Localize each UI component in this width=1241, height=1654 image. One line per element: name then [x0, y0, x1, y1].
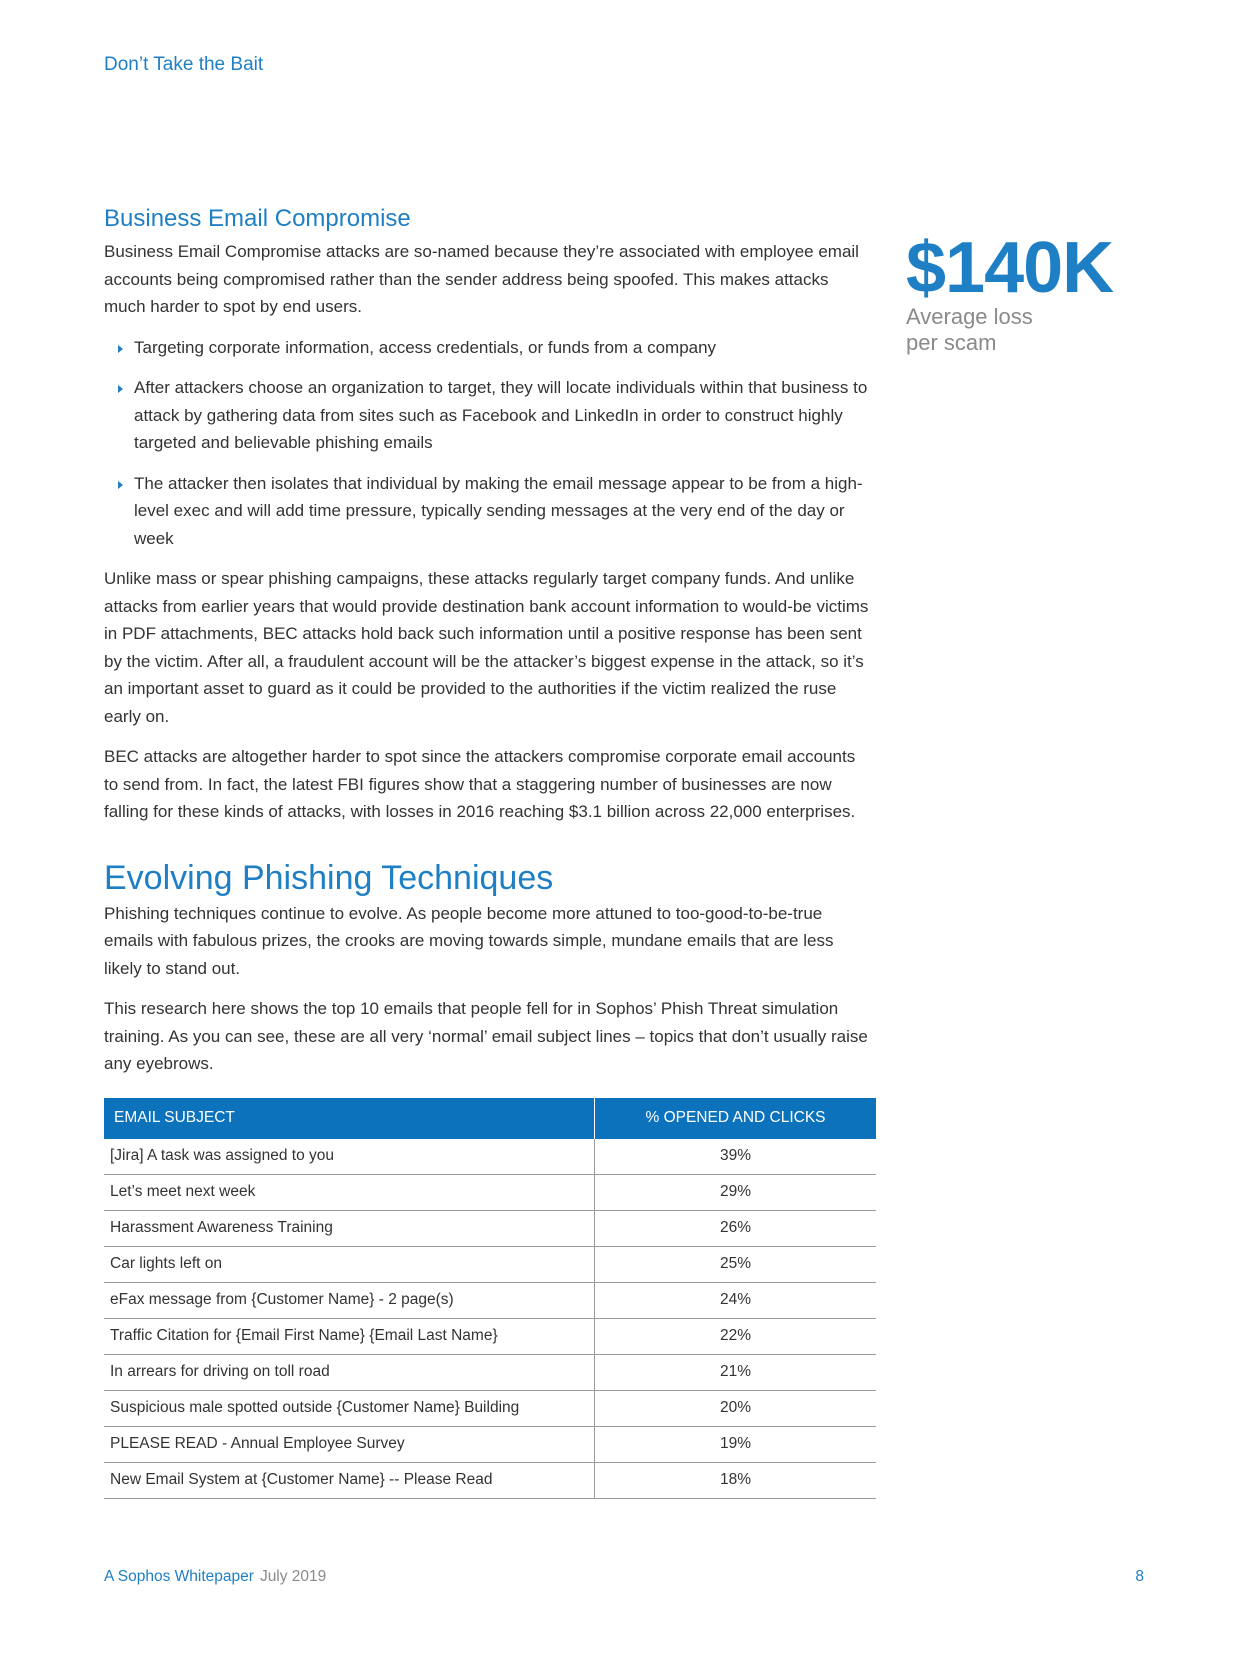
subject-cell: Harassment Awareness Training	[104, 1210, 595, 1246]
percent-cell: 18%	[595, 1462, 877, 1498]
bec-bullet-list	[104, 334, 874, 553]
table-header-row	[104, 1098, 876, 1139]
percent-cell: 26%	[595, 1210, 877, 1246]
subject-cell: In arrears for driving on toll road	[104, 1354, 595, 1390]
evolving-paragraph: This research here shows the top 10 emails that people fell for in Sophos’ Phish Threat simulation training. As you can see, these are all very ‘normal’ email subject lines – topics that don’t usually raise any eyebrows.	[104, 999, 868, 1073]
table-row	[104, 1426, 876, 1462]
table-row	[104, 1462, 876, 1498]
page-footer	[104, 1568, 1144, 1586]
table-row	[104, 1390, 876, 1426]
bullet-text: After attackers choose an organization to target, they will locate individuals within that business to attack by gathering data from sites such as Facebook and LinkedIn in order to construct highly targeted and believable phishing emails	[134, 378, 868, 452]
bec-intro: Business Email Compromise attacks are so-named because they’re associated with employee email accounts being compromised rather than the sender address being spoofed. This makes attacks much harder to spot by end users.	[104, 242, 859, 316]
header-title: Don’t Take the Bait	[104, 54, 264, 75]
bec-paragraph: Unlike mass or spear phishing campaigns, these attacks regularly target company funds. And unlike attacks from earlier years that would provide destination bank account information to would-be victims in PDF attachments, BEC attacks hold back such information until a positive response has been sent by the victim. After all, a fraudulent account will be the attacker’s biggest expense in the attack, so it’s an important asset to guard as it could be provided to the authorities if the victim realized the ruse early on.	[104, 569, 869, 726]
main-content	[104, 204, 874, 1499]
stat-callout	[906, 228, 1114, 356]
stat-value: $140K	[906, 228, 1114, 308]
bullet-arrow-icon	[118, 345, 123, 353]
stat-caption: Average loss per scam	[906, 304, 1033, 355]
table-row	[104, 1139, 876, 1175]
email-subjects-table	[104, 1098, 876, 1499]
subject-cell: New Email System at {Customer Name} -- Please Read	[104, 1462, 595, 1498]
table-row	[104, 1354, 876, 1390]
subject-cell: PLEASE READ - Annual Employee Survey	[104, 1426, 595, 1462]
percent-cell: 21%	[595, 1354, 877, 1390]
table-row	[104, 1318, 876, 1354]
column-header-email-subject: EMAIL SUBJECT	[104, 1098, 595, 1139]
percent-cell: 24%	[595, 1282, 877, 1318]
subject-cell: Let’s meet next week	[104, 1174, 595, 1210]
evolving-paragraph: Phishing techniques continue to evolve. As people become more attuned to too-good-to-be-true emails with fabulous prizes, the crooks are moving towards simple, mundane emails that are less likely to stand out.	[104, 903, 834, 978]
subject-cell: Traffic Citation for {Email First Name} {Email Last Name}	[104, 1318, 595, 1354]
percent-cell: 39%	[595, 1139, 877, 1175]
column-header-opened-clicks: % OPENED AND CLICKS	[595, 1098, 877, 1139]
table-row	[104, 1210, 876, 1246]
list-item	[118, 334, 874, 362]
page-number: 8	[1135, 1568, 1144, 1585]
bullet-text: The attacker then isolates that individual by making the email message appear to be from a high-level exec and will add time pressure, typically sending messages at the very end of the day or week	[134, 473, 863, 548]
evolving-heading: Evolving Phishing Techniques	[104, 858, 554, 897]
subject-cell: [Jira] A task was assigned to you	[104, 1139, 595, 1175]
table-row	[104, 1246, 876, 1282]
footer-brand: A Sophos Whitepaper	[104, 1568, 254, 1585]
subject-cell: Suspicious male spotted outside {Customer Name} Building	[104, 1390, 595, 1426]
list-item	[118, 470, 874, 553]
footer-date: July 2019	[259, 1568, 327, 1585]
bec-heading: Business Email Compromise	[104, 205, 411, 232]
bullet-text: Targeting corporate information, access credentials, or funds from a company	[134, 337, 717, 357]
percent-cell: 22%	[595, 1318, 877, 1354]
subject-cell: Car lights left on	[104, 1246, 595, 1282]
bullet-arrow-icon	[118, 385, 123, 393]
percent-cell: 20%	[595, 1390, 877, 1426]
percent-cell: 19%	[595, 1426, 877, 1462]
list-item	[118, 374, 874, 457]
table-row	[104, 1174, 876, 1210]
subject-cell: eFax message from {Customer Name} - 2 page(s)	[104, 1282, 595, 1318]
bullet-arrow-icon	[118, 481, 123, 489]
percent-cell: 25%	[595, 1246, 877, 1282]
bec-paragraph: BEC attacks are altogether harder to spot since the attackers compromise corporate email accounts to send from. In fact, the latest FBI figures show that a staggering number of businesses are now falling for these kinds of attacks, with losses in 2016 reaching $3.1 billion across 22,000 enterprises.	[104, 747, 856, 821]
table-row	[104, 1282, 876, 1318]
percent-cell: 29%	[595, 1174, 877, 1210]
